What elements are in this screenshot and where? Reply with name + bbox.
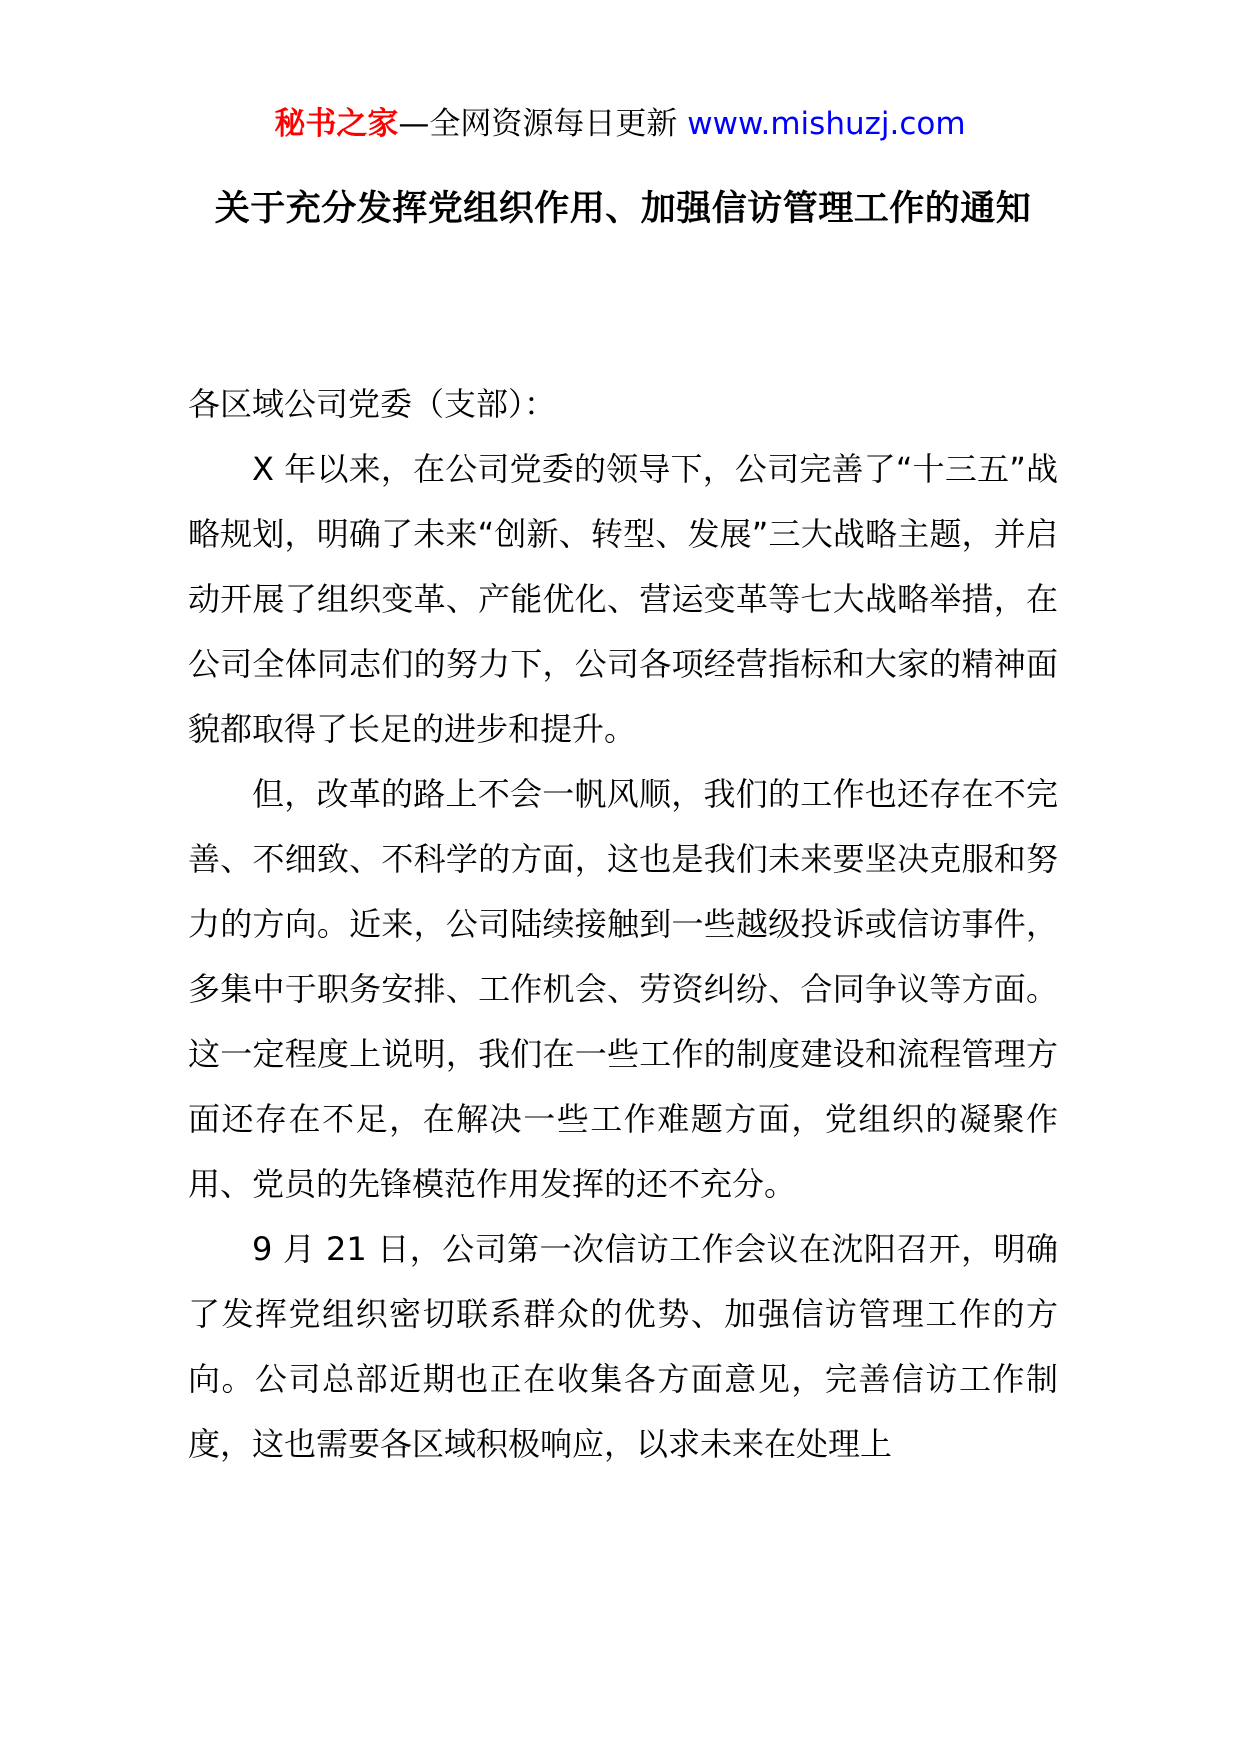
paragraph-2: 但，改革的路上不会一帆风顺，我们的工作也还存在不完善、不细致、不科学的方面，这也是我们未来要坚决克服和努力的方向。近来，公司陆续接触到一些越级投诉或信访事件，多集中于职务安排、工作机会、劳资纠纷、合同争议等方面。这一定程度上说明，我们在一些工作的制度建设和流程管理方面还存在不足，在解决一些工作难题方面，党组织的凝聚作用、党员的先锋模范作用发挥的还不充分。 — [188, 775, 1058, 1203]
paragraph-3: 9 月 21 日，公司第一次信访工作会议在沈阳召开，明确了发挥党组织密切联系群众的优势、加强信访管理工作的方向。公司总部近期也正在收集各方面意见，完善信访工作制度，这也需要各区域积极响应，以求未来在处理上 — [188, 1230, 1058, 1463]
document-body — [188, 372, 1058, 1477]
salutation: 各区域公司党委（支部）： — [188, 385, 557, 423]
site-header — [0, 100, 1240, 148]
site-tagline: —全网资源每日更新 — [398, 106, 678, 142]
paragraph-1: X 年以来，在公司党委的领导下，公司完善了“十三五”战略规划，明确了未来“创新、转型、发展”三大战略主题，并启动开展了组织变革、产能优化、营运变革等七大战略举措，在公司全体同志们的努力下，公司各项经营指标和大家的精神面貌都取得了长足的进步和提升。 — [188, 450, 1058, 748]
document-title: 关于充分发挥党组织作用、加强信访管理工作的通知 — [214, 189, 1032, 229]
site-url-link[interactable]: www.mishuzj.com — [687, 106, 966, 142]
site-brand: 秘书之家 — [274, 106, 399, 142]
